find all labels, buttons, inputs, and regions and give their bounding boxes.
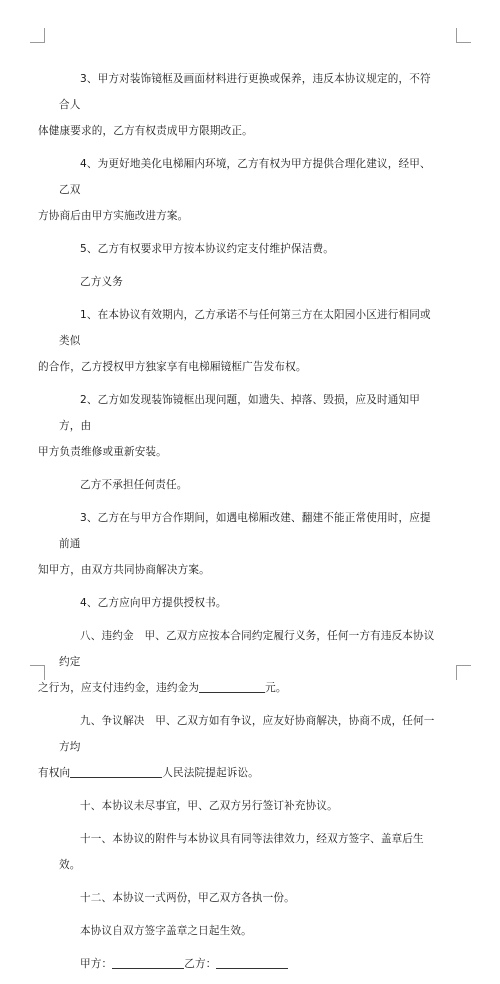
section-12-text: 十二、本协议一式两份，甲乙双方各执一份。	[80, 892, 295, 904]
effective-clause	[59, 918, 441, 944]
crop-mark-top-left	[30, 28, 45, 43]
no-liability-note	[59, 472, 441, 498]
obligation-1	[38, 302, 441, 380]
court-name-blank	[70, 765, 162, 778]
clause-4	[38, 151, 441, 229]
section-8-line2-text: 之行为，应支付违约金，违约金为	[38, 682, 200, 694]
no-liability-text: 乙方不承担任何责任。	[80, 479, 188, 491]
obligation-2	[38, 387, 441, 465]
obligation-3	[38, 505, 441, 583]
clause-5-text: 5、乙方有权要求甲方按本协议约定支付维护保洁费。	[80, 243, 334, 255]
party-b-signature-blank	[216, 956, 288, 969]
crop-mark-bottom-left	[30, 665, 45, 680]
obligation-4-text: 4、乙方应向甲方提供授权书。	[80, 597, 227, 609]
clause-5	[59, 236, 441, 262]
crop-mark-bottom-right	[456, 665, 471, 680]
party-a-label: 甲方：	[80, 958, 113, 970]
obligation-4	[59, 590, 441, 616]
section-10-text: 十、本协议未尽事宜，甲、乙双方另行签订补充协议。	[80, 800, 338, 812]
section-9-line2-tail: 人民法院提起诉讼。	[162, 767, 259, 779]
crop-mark-top-right	[456, 28, 471, 43]
signature-line	[59, 951, 441, 977]
section-9-line2	[38, 767, 259, 779]
clause-3	[38, 66, 441, 144]
section-title-party-b-obligations	[59, 269, 441, 295]
section-11-text: 十一、本协议的附件与本协议具有同等法律效力，经双方签字、盖章后生效。	[59, 833, 424, 871]
section-title-text: 乙方义务	[80, 276, 123, 288]
party-a-signature-blank	[112, 956, 184, 969]
section-9-dispute	[38, 708, 441, 786]
obligation-3-line2: 知甲方，由双方共同协商解决方案。	[38, 564, 210, 576]
obligation-1-line2: 的合作，乙方授权甲方独家享有电梯厢镜框广告发布权。	[38, 361, 307, 373]
section-8-line1: 八、违约金 甲、乙双方应按本合同约定履行义务，任何一方有违反本协议约定	[59, 630, 435, 668]
section-12	[59, 885, 441, 911]
obligation-2-line1: 2、乙方如发现装饰镜框出现问题，如遗失、掉落、毁损，应及时通知甲方，由	[59, 394, 420, 432]
penalty-amount-blank	[199, 680, 265, 693]
section-8-line2	[38, 682, 287, 694]
obligation-2-line2: 甲方负责维修或重新安装。	[38, 446, 167, 458]
clause-3-line1: 3、甲方对装饰镜框及画面材料进行更换或保养，违反本协议规定的，不符合人	[59, 73, 431, 111]
party-b-label: 乙方：	[184, 958, 217, 970]
clause-3-line2: 体健康要求的，乙方有权责成甲方限期改正。	[38, 125, 253, 137]
clause-4-line1: 4、为更好地美化电梯厢内环境，乙方有权为甲方提供合理化建议，经甲、乙双	[59, 158, 431, 196]
obligation-3-line1: 3、乙方在与甲方合作期间，如遇电梯厢改建、翻建不能正常使用时，应提前通	[59, 512, 431, 550]
clause-4-line2: 方协商后由甲方实施改进方案。	[38, 210, 189, 222]
section-8-penalty	[38, 623, 441, 701]
section-9-line2-text: 有权向	[38, 767, 71, 779]
section-10	[59, 793, 441, 819]
obligation-1-line1: 1、在本协议有效期内，乙方承诺不与任何第三方在太阳园小区进行相同或类似	[59, 309, 431, 347]
section-9-line1: 九、争议解决 甲、乙双方如有争议，应友好协商解决，协商不成，任何一方均	[59, 715, 435, 753]
section-8-line2-unit: 元。	[265, 682, 287, 694]
effective-text: 本协议自双方签字盖章之日起生效。	[80, 925, 252, 937]
document-body	[38, 66, 441, 984]
section-11	[59, 826, 441, 878]
